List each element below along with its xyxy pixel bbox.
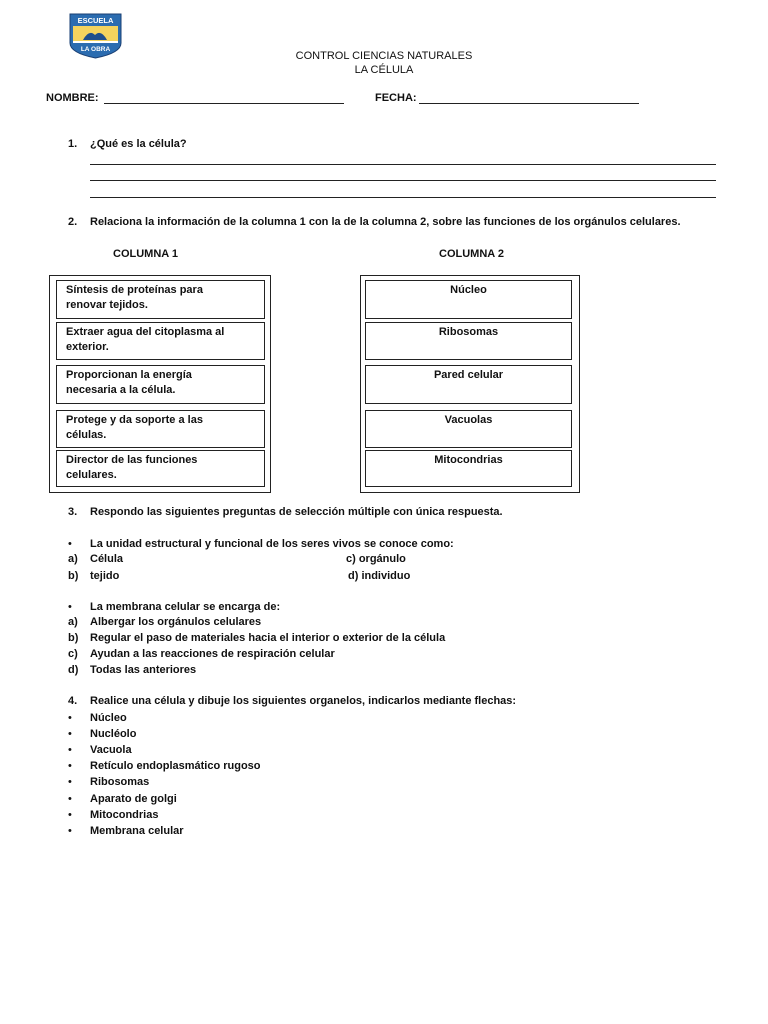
- page-subtitle: LA CÉLULA: [354, 64, 414, 76]
- option-letter: b): [68, 632, 79, 644]
- bullet-icon: •: [68, 776, 72, 788]
- cell-line: Extraer agua del citoplasma al: [66, 326, 225, 338]
- organelle-item: Mitocondrias: [90, 809, 159, 821]
- column-1-cell: [56, 365, 265, 404]
- q1-number: 1.: [68, 138, 78, 150]
- cell-line: Síntesis de proteínas para: [66, 284, 203, 296]
- q3a-option-d[interactable]: d) individuo: [348, 570, 411, 582]
- cell-text: Núcleo: [450, 284, 487, 296]
- organelle-item: Aparato de golgi: [90, 793, 177, 805]
- organelle-item: Núcleo: [90, 712, 127, 724]
- option-letter: a): [68, 616, 78, 628]
- cell-text: Pared celular: [433, 369, 504, 381]
- bullet-icon: •: [68, 793, 72, 805]
- bullet-icon: •: [68, 712, 72, 724]
- bullet-icon: •: [68, 760, 72, 772]
- cell-line: Director de las funciones: [66, 454, 198, 466]
- bullet-icon: •: [68, 538, 72, 550]
- column-2-cell: [365, 365, 572, 404]
- column-2-cell: [365, 322, 572, 360]
- q3-number: 3.: [68, 506, 78, 518]
- q3-text: Respondo las siguientes preguntas de selección múltiple con única respuesta.: [90, 506, 503, 518]
- option-letter: b): [68, 570, 79, 582]
- q1-text: ¿Qué es la célula?: [90, 138, 187, 150]
- q3b-option[interactable]: Albergar los orgánulos celulares: [90, 616, 262, 628]
- column-2-cell: [365, 410, 572, 448]
- cell-line: celulares.: [66, 469, 117, 481]
- q2-text: Relaciona la información de la columna 1 con la de la columna 2, sobre las funciones de los orgánulos celulares.: [90, 216, 681, 228]
- q3a-option-c[interactable]: c) orgánulo: [346, 553, 406, 565]
- cell-line: células.: [66, 429, 107, 441]
- bullet-icon: •: [68, 744, 72, 756]
- cell-line: Proporcionan la energía: [66, 369, 192, 381]
- bullet-icon: •: [68, 728, 72, 740]
- q3b-option[interactable]: Todas las anteriores: [90, 664, 197, 676]
- cell-line: exterior.: [66, 341, 109, 353]
- cell-line: renovar tejidos.: [66, 299, 148, 311]
- name-label: NOMBRE:: [46, 92, 99, 104]
- answer-line[interactable]: [90, 180, 716, 181]
- logo-bottom-text: LA OBRA: [80, 46, 111, 53]
- cell-line: Protege y da soporte a las: [66, 414, 203, 426]
- q3b-question: La membrana celular se encarga de:: [90, 601, 281, 613]
- page-title: CONTROL CIENCIAS NATURALES: [295, 50, 473, 62]
- q3b-option[interactable]: Ayudan a las reacciones de respiración celular: [90, 648, 335, 660]
- organelle-item: Ribosomas: [90, 776, 150, 788]
- date-field[interactable]: [419, 103, 639, 104]
- answer-line[interactable]: [90, 197, 716, 198]
- cell-text: Vacuolas: [444, 414, 493, 426]
- organelle-item: Nucléolo: [90, 728, 137, 740]
- cell-line: necesaria a la célula.: [66, 384, 176, 396]
- column-1-title: COLUMNA 1: [113, 248, 178, 260]
- q3a-question: La unidad estructural y funcional de los seres vivos se conoce como:: [90, 538, 454, 550]
- q3b-option[interactable]: Regular el paso de materiales hacia el interior o exterior de la célula: [90, 632, 446, 644]
- column-2-cell: [365, 450, 572, 487]
- column-1-cell: [56, 410, 265, 448]
- column-1-cell: [56, 322, 265, 360]
- cell-text: Ribosomas: [438, 326, 499, 338]
- q3a-option-a[interactable]: Célula: [90, 553, 124, 565]
- bullet-icon: •: [68, 601, 72, 613]
- option-letter: d): [68, 664, 79, 676]
- column-2-title: COLUMNA 2: [439, 248, 504, 260]
- option-letter: a): [68, 553, 78, 565]
- q4-text: Realice una célula y dibuje los siguientes organelos, indicarlos mediante flechas:: [90, 695, 517, 707]
- date-label: FECHA:: [375, 92, 417, 104]
- option-letter: c): [68, 648, 78, 660]
- column-1-cell: [56, 450, 265, 487]
- q4-number: 4.: [68, 695, 78, 707]
- q3a-option-b[interactable]: tejido: [90, 570, 120, 582]
- organelle-item: Vacuola: [90, 744, 132, 756]
- bullet-icon: •: [68, 809, 72, 821]
- name-field[interactable]: [104, 103, 344, 104]
- q2-number: 2.: [68, 216, 78, 228]
- organelle-item: Retículo endoplasmático rugoso: [90, 760, 261, 772]
- column-1-cell: [56, 280, 265, 319]
- column-2-cell: [365, 280, 572, 319]
- cell-text: Mitocondrias: [434, 454, 503, 466]
- answer-line[interactable]: [90, 164, 716, 165]
- organelle-item: Membrana celular: [90, 825, 184, 837]
- logo-top-text: ESCUELA: [77, 16, 114, 25]
- bullet-icon: •: [68, 825, 72, 837]
